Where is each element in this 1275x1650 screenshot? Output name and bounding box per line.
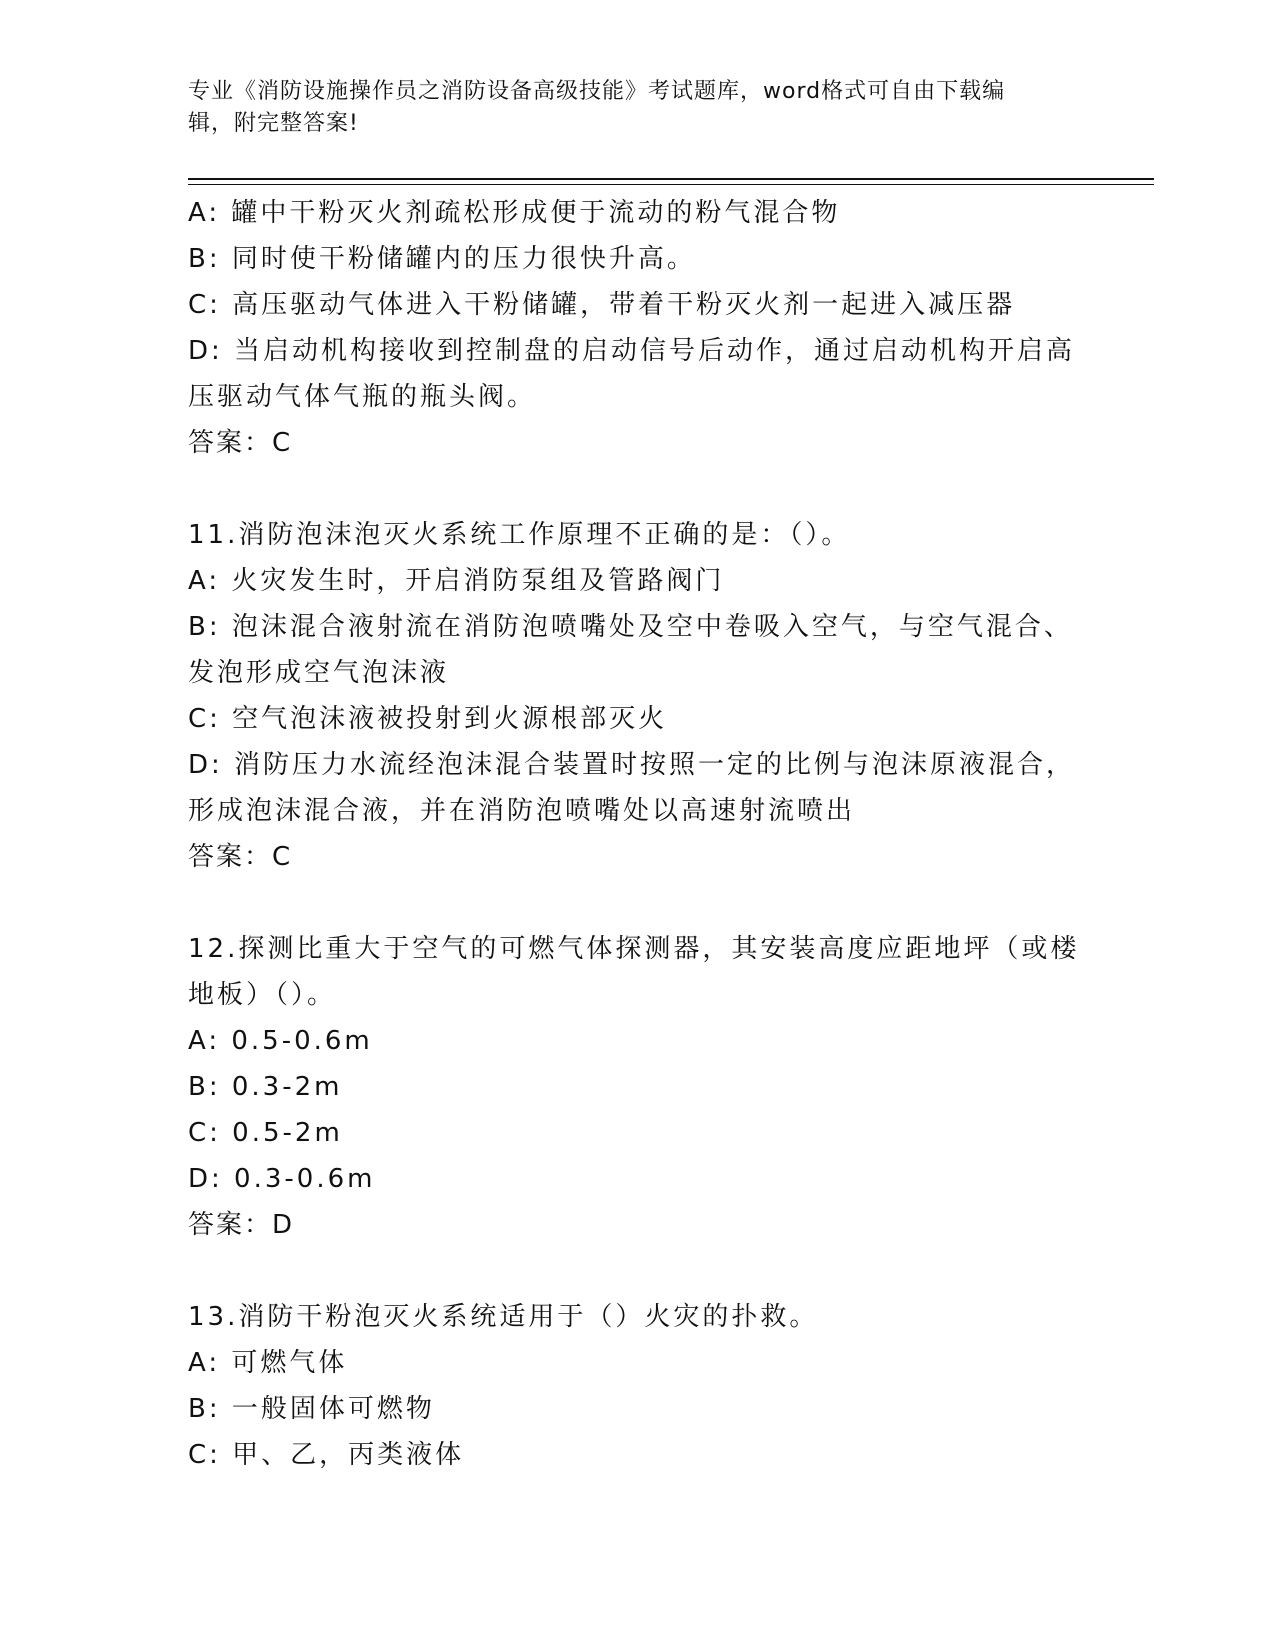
question-content (188, 190, 1088, 1478)
document-header (188, 76, 1088, 140)
question-text-line-2: 地板）（）。 (188, 980, 337, 1010)
question-block-11 (188, 512, 1088, 880)
answer: 答案：D (188, 1210, 295, 1240)
option-d-line-2: 压驱动气体气瓶的瓶头阀。 (188, 382, 537, 412)
question-block-12 (188, 926, 1088, 1248)
option-d-line-1: D: 消防压力水流经泡沫混合装置时按照一定的比例与泡沫原液混合， (188, 750, 1076, 780)
option-d-line-1: D: 当启动机构接收到控制盘的启动信号后动作，通过启动机构开启高 (188, 336, 1076, 366)
spacer (188, 880, 1088, 926)
option-a: A: 0.5-0.6m (188, 1026, 373, 1056)
spacer (188, 1248, 1088, 1294)
option-d-line-2: 形成泡沫混合液，并在消防泡喷嘴处以高速射流喷出 (188, 796, 856, 826)
option-c: C: 甲、乙，丙类液体 (188, 1440, 465, 1470)
option-b-line-1: B: 泡沫混合液射流在消防泡喷嘴处及空中卷吸入空气，与空气混合、 (188, 612, 1073, 642)
spacer (188, 466, 1088, 512)
question-text: 11.消防泡沫泡灭火系统工作原理不正确的是：（）。 (188, 520, 851, 550)
option-a: A: 火灾发生时，开启消防泵组及管路阀门 (188, 566, 725, 596)
header-line-1: 专业《消防设施操作员之消防设备高级技能》考试题库，word格式可自由下载编 (188, 79, 1006, 104)
header-line-2: 辑，附完整答案! (188, 111, 359, 136)
option-a: A: 可燃气体 (188, 1348, 348, 1378)
option-c: C: 高压驱动气体进入干粉储罐，带着干粉灭火剂一起进入减压器 (188, 290, 1016, 320)
option-c: C: 空气泡沫液被投射到火源根部灭火 (188, 704, 668, 734)
option-c: C: 0.5-2m (188, 1118, 343, 1148)
header-divider-thick (188, 178, 1154, 180)
question-text-line-1: 12.探测比重大于空气的可燃气体探测器，其安装高度应距地坪（或楼 (188, 934, 1080, 964)
question-block-13 (188, 1294, 1088, 1478)
option-b-line-2: 发泡形成空气泡沫液 (188, 658, 450, 688)
answer: 答案：C (188, 842, 293, 872)
question-text: 13.消防干粉泡灭火系统适用于（）火灾的扑救。 (188, 1302, 819, 1332)
header-divider-thin (188, 184, 1154, 185)
option-a: A: 罐中干粉灭火剂疏松形成便于流动的粉气混合物 (188, 198, 841, 228)
option-b: B: 同时使干粉储罐内的压力很快升高。 (188, 244, 696, 274)
option-b: B: 一般固体可燃物 (188, 1394, 435, 1424)
option-b: B: 0.3-2m (188, 1072, 343, 1102)
question-block-10 (188, 190, 1088, 466)
answer: 答案：C (188, 428, 293, 458)
option-d: D: 0.3-0.6m (188, 1164, 376, 1194)
